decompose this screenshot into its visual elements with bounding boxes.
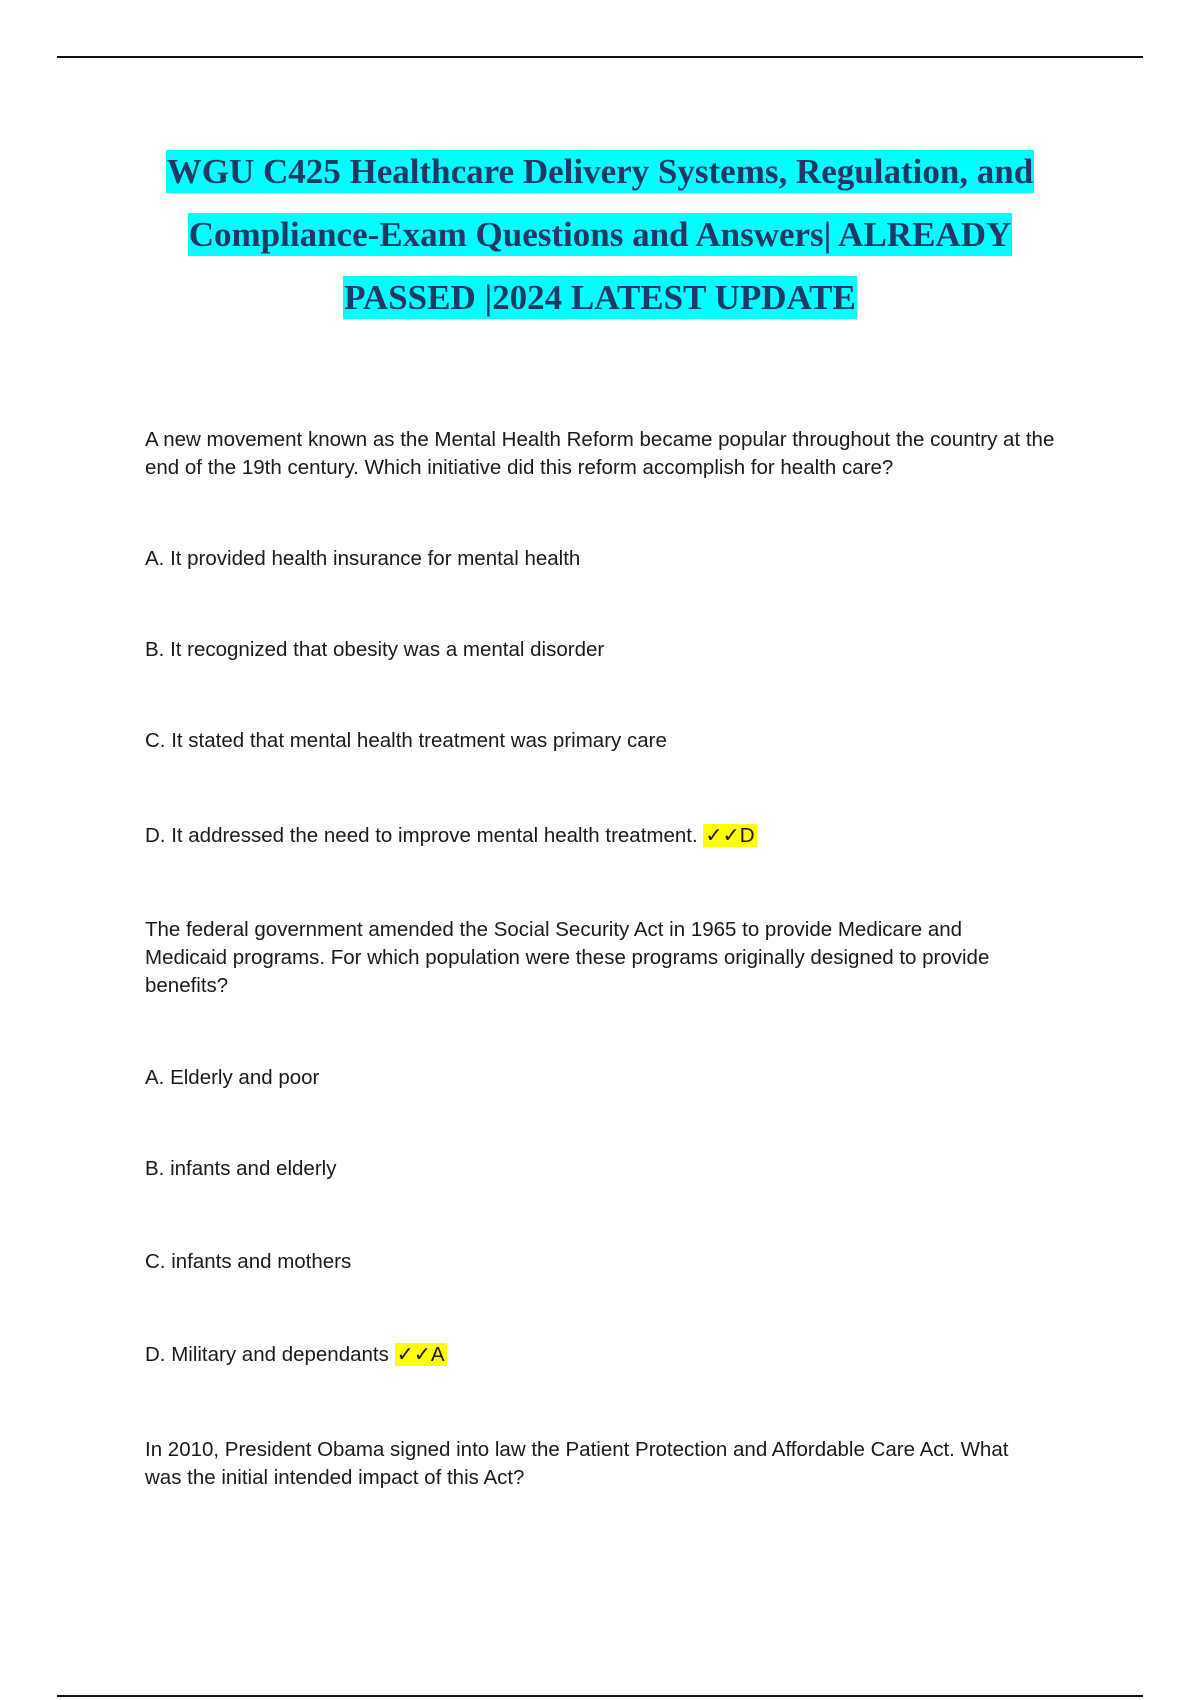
- question-2-option-c: C. infants and mothers: [145, 1250, 352, 1273]
- title-line-1: WGU C425 Healthcare Delivery Systems, Regulation, and: [166, 152, 1034, 191]
- question-1-option-d: [145, 822, 1085, 850]
- question-2-answer: ✓✓A: [396, 1343, 445, 1366]
- question-2-text: The federal government amended the Social Security Act in 1965 to provide Medicare and Medicaid programs. For which population were these programs originally designed to provide benefits?: [145, 918, 990, 997]
- question-1-option-d-text: D. It addressed the need to improve mental health treatment.: [145, 824, 698, 847]
- question-1-answer: ✓✓D: [705, 824, 755, 847]
- question-2-option-b: B. infants and elderly: [145, 1157, 337, 1180]
- title-line-3: PASSED |2024 LATEST UPDATE: [344, 278, 856, 317]
- header-rule: [57, 56, 1143, 58]
- question-1-option-a: A. It provided health insurance for mental health: [145, 547, 581, 570]
- question-3-text: In 2010, President Obama signed into law the Patient Protection and Affordable Care Act. What was the initial intended impact of this Act?: [145, 1438, 1009, 1489]
- question-1-text: A new movement known as the Mental Health Reform became popular throughout the country at the end of the 19th century. Which initiative did this reform accomplish for health care?: [145, 428, 1055, 479]
- footer-rule: [57, 1695, 1143, 1697]
- document-title: [100, 140, 1100, 329]
- question-2-option-d: [145, 1341, 1085, 1369]
- question-2-option-a: A. Elderly and poor: [145, 1066, 320, 1089]
- question-1-option-b: B. It recognized that obesity was a mental disorder: [145, 638, 605, 661]
- question-2-option-d-text: D. Military and dependants: [145, 1343, 389, 1366]
- question-1-option-c: C. It stated that mental health treatment was primary care: [145, 729, 667, 752]
- title-line-2: Compliance-Exam Questions and Answers| ALREADY: [188, 215, 1012, 254]
